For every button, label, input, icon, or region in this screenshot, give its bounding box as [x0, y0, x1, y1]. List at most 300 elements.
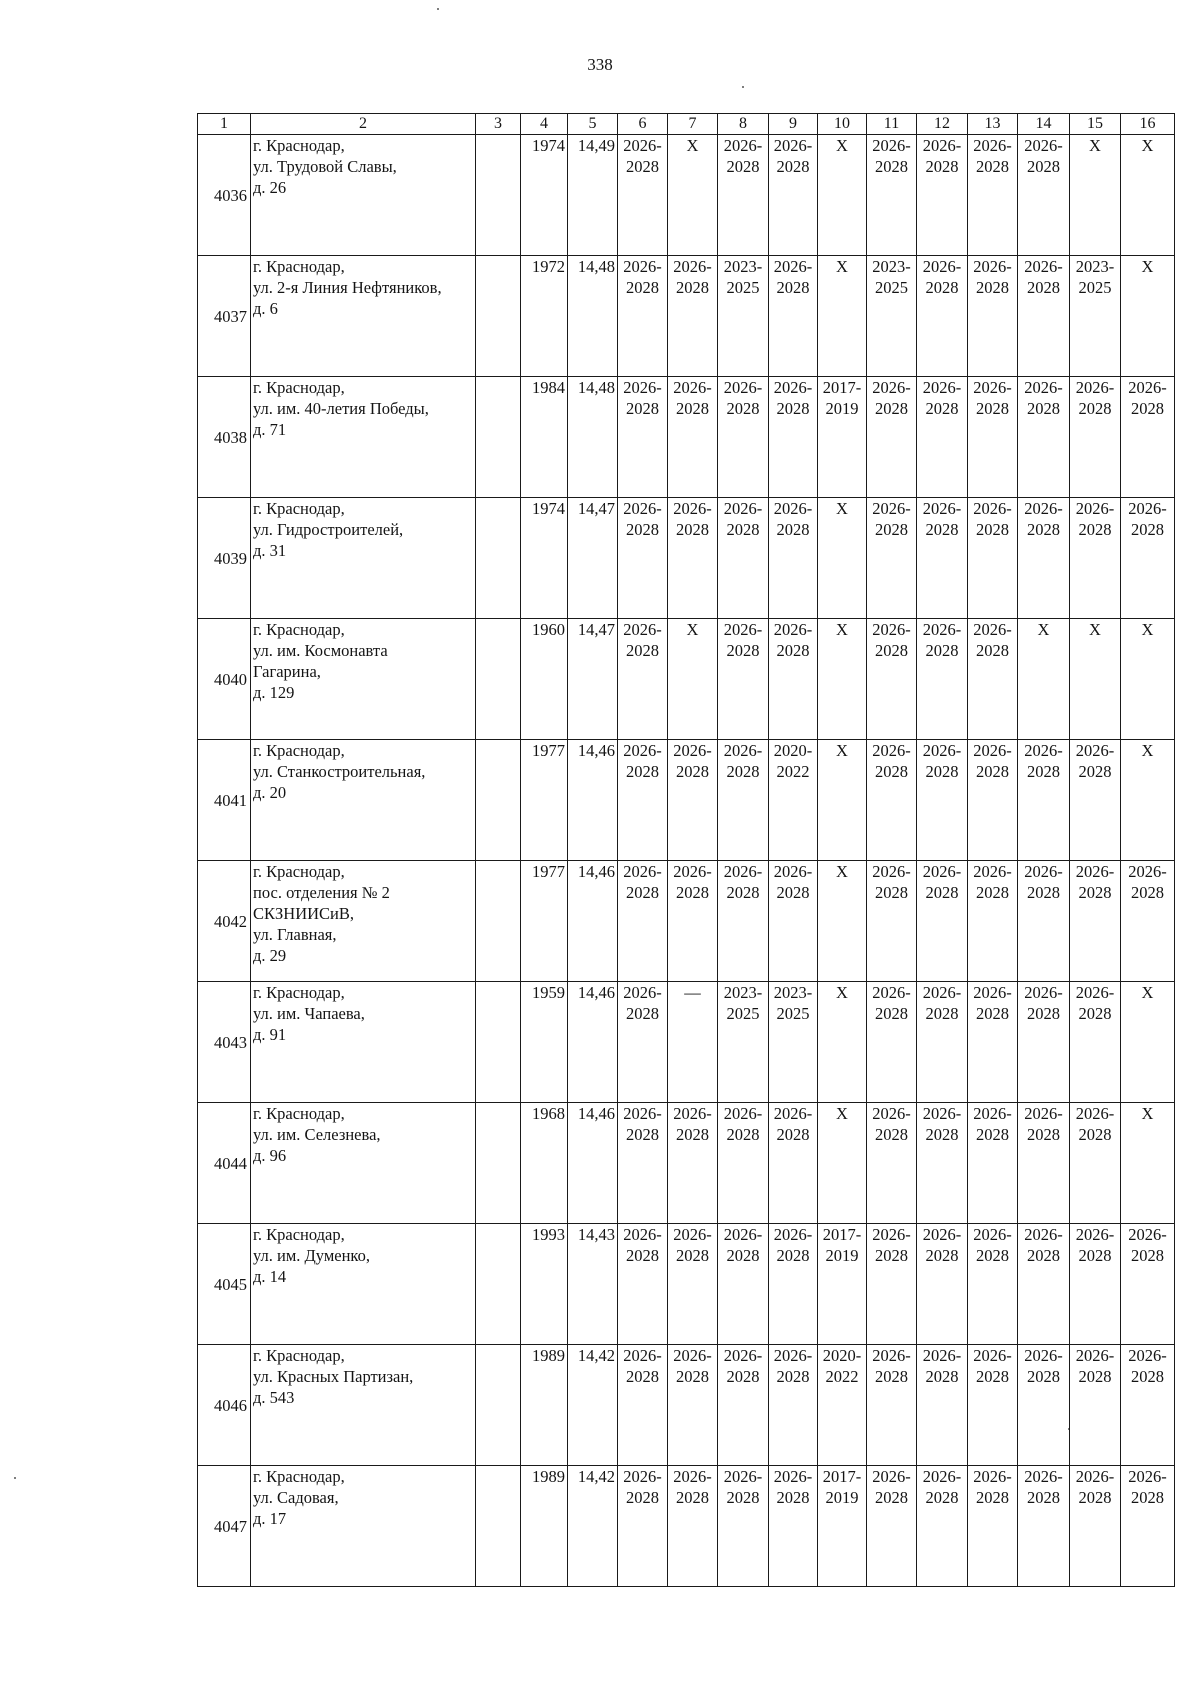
period-line: 2026-	[1024, 1104, 1063, 1123]
period-cell	[917, 861, 968, 982]
period-cell	[1070, 861, 1121, 982]
period-line: 2028	[676, 399, 709, 418]
period-line: 2026-	[623, 136, 662, 155]
period-line: 2026-	[872, 499, 911, 518]
column-header: 4	[521, 114, 568, 135]
scan-speck	[437, 8, 439, 10]
period-line: 2028	[776, 520, 810, 539]
period-line: 2026-	[773, 136, 813, 155]
period-line: 2028	[925, 520, 959, 539]
period-cell	[769, 377, 818, 498]
period-line: 2026-	[922, 620, 962, 639]
period-cell	[1070, 619, 1121, 740]
address-line: д. 26	[253, 178, 287, 197]
period-cell	[718, 1224, 769, 1345]
address-line: д. 31	[253, 541, 287, 560]
period-line: 2028	[776, 1488, 810, 1507]
column-header: 15	[1070, 114, 1121, 135]
period-cell	[867, 256, 917, 377]
period-cell	[618, 619, 668, 740]
row-number: 4036	[198, 135, 251, 256]
period-line: 2025	[1078, 278, 1112, 297]
period-line: 2028	[776, 641, 810, 660]
period-cell	[1121, 1103, 1175, 1224]
period-cell	[968, 256, 1018, 377]
period-line: 2028	[776, 278, 810, 297]
address-line: д. 17	[253, 1509, 287, 1528]
year-cell: 1989	[521, 1466, 568, 1587]
address-line: г. Краснодар,	[253, 620, 345, 639]
row-number: 4038	[198, 377, 251, 498]
value-cell: 14,43	[568, 1224, 618, 1345]
period-cell	[1121, 1224, 1175, 1345]
period-cell	[718, 135, 769, 256]
address-line: г. Краснодар,	[253, 1225, 345, 1244]
period-cell	[668, 982, 718, 1103]
table-row	[198, 619, 1175, 740]
period-line: 2028	[1078, 399, 1112, 418]
row-number: 4037	[198, 256, 251, 377]
period-cell	[867, 619, 917, 740]
period-line: 2026-	[673, 741, 712, 760]
period-line: 2028	[1027, 278, 1060, 297]
column-3-cell	[476, 982, 521, 1103]
period-cell	[1018, 982, 1070, 1103]
period-line: 2028	[676, 1367, 709, 1386]
period-cell	[818, 498, 867, 619]
period-cell	[968, 861, 1018, 982]
address-cell	[251, 740, 476, 861]
period-line: 2028	[776, 1367, 810, 1386]
period-cell	[818, 377, 867, 498]
address-cell	[251, 1466, 476, 1587]
address-line: ул. им. 40-летия Победы,	[253, 399, 429, 418]
period-line: 2028	[976, 1367, 1009, 1386]
period-line: 2026-	[872, 741, 911, 760]
address-line: д. 96	[253, 1146, 287, 1165]
period-cell	[769, 256, 818, 377]
period-line: 2026-	[1024, 1225, 1063, 1244]
period-line: X	[1089, 620, 1101, 639]
period-cell	[1018, 1103, 1070, 1224]
column-header: 9	[769, 114, 818, 135]
address-cell	[251, 982, 476, 1103]
period-line: 2026-	[1024, 136, 1063, 155]
page-number-text: 338	[587, 55, 613, 74]
period-line: X	[1141, 983, 1154, 1002]
period-line: 2017-	[822, 1225, 862, 1244]
period-line: 2028	[626, 157, 659, 176]
row-number: 4039	[198, 498, 251, 619]
period-cell	[968, 982, 1018, 1103]
address-line: г. Краснодар,	[253, 378, 345, 397]
period-line: 2028	[925, 399, 959, 418]
period-line: 2026-	[973, 257, 1012, 276]
period-line: 2026-	[1024, 862, 1063, 881]
address-line: ул. им. Космонавта	[253, 641, 388, 660]
year-cell: 1984	[521, 377, 568, 498]
value-cell: 14,49	[568, 135, 618, 256]
period-line: 2028	[1027, 762, 1060, 781]
period-cell	[769, 1466, 818, 1587]
period-line: 2026-	[973, 741, 1012, 760]
period-cell	[818, 1103, 867, 1224]
period-line: X	[836, 136, 848, 155]
address-line: СКЗНИИСиВ,	[253, 904, 354, 923]
period-cell	[1018, 740, 1070, 861]
period-cell	[618, 861, 668, 982]
address-cell	[251, 256, 476, 377]
period-cell	[968, 1345, 1018, 1466]
table-row	[198, 135, 1175, 256]
address-line: ул. Станкостроительная,	[253, 762, 426, 781]
period-line: 2028	[1027, 1246, 1060, 1265]
column-3-cell	[476, 377, 521, 498]
row-number: 4043	[198, 982, 251, 1103]
year-cell: 1977	[521, 861, 568, 982]
period-line: 2026-	[623, 983, 662, 1002]
address-line: г. Краснодар,	[253, 257, 345, 276]
year-cell: 1974	[521, 498, 568, 619]
period-cell	[968, 1103, 1018, 1224]
period-line: 2028	[676, 278, 709, 297]
period-cell	[867, 1224, 917, 1345]
value-cell: 14,46	[568, 982, 618, 1103]
period-cell	[867, 1345, 917, 1466]
period-line: 2026-	[1128, 862, 1167, 881]
period-line: 2026-	[973, 1225, 1012, 1244]
period-line: 2026-	[623, 1346, 662, 1365]
row-number: 4042	[198, 861, 251, 982]
address-line: д. 14	[253, 1267, 287, 1286]
column-header: 2	[251, 114, 476, 135]
period-line: X	[836, 983, 848, 1002]
address-line: ул. 2-я Линия Нефтяников,	[253, 278, 442, 297]
period-line: 2026-	[922, 1225, 962, 1244]
period-line: 2026-	[723, 136, 763, 155]
column-header: 8	[718, 114, 769, 135]
period-line: 2028	[626, 520, 659, 539]
period-cell	[668, 619, 718, 740]
period-line: X	[1141, 1104, 1154, 1123]
period-line: 2028	[626, 883, 659, 902]
period-line: 2028	[925, 883, 959, 902]
period-line: 2026-	[1075, 1467, 1115, 1486]
period-cell	[1070, 256, 1121, 377]
period-cell	[668, 498, 718, 619]
period-cell	[968, 377, 1018, 498]
period-line: 2028	[976, 762, 1009, 781]
address-line: д. 543	[253, 1388, 295, 1407]
column-3-cell	[476, 256, 521, 377]
period-line: 2026-	[773, 1346, 813, 1365]
period-line: 2022	[825, 1367, 859, 1386]
period-line: 2028	[626, 762, 659, 781]
period-line: 2028	[776, 1125, 810, 1144]
column-3-cell	[476, 1224, 521, 1345]
period-cell	[818, 1345, 867, 1466]
period-cell	[1070, 740, 1121, 861]
period-line: 2028	[726, 883, 760, 902]
period-cell	[968, 135, 1018, 256]
period-cell	[618, 377, 668, 498]
period-cell	[668, 256, 718, 377]
period-cell	[718, 377, 769, 498]
table-row	[198, 256, 1175, 377]
period-line: 2026-	[723, 378, 763, 397]
period-cell	[668, 1345, 718, 1466]
period-line: 2026-	[973, 1346, 1012, 1365]
period-line: 2028	[976, 1246, 1009, 1265]
period-cell	[668, 1466, 718, 1587]
period-cell	[668, 135, 718, 256]
period-line: 2026-	[1024, 1346, 1063, 1365]
period-line: 2026-	[973, 378, 1012, 397]
period-line: 2028	[626, 278, 659, 297]
period-line: 2026-	[1024, 499, 1063, 518]
row-number: 4041	[198, 740, 251, 861]
period-line: X	[686, 136, 699, 155]
year-cell: 1977	[521, 740, 568, 861]
year-cell: 1989	[521, 1345, 568, 1466]
period-line: 2028	[1131, 1367, 1164, 1386]
period-line: 2017-	[822, 378, 862, 397]
period-cell	[1070, 1466, 1121, 1587]
period-line: 2028	[626, 399, 659, 418]
period-cell	[618, 1466, 668, 1587]
period-line: 2028	[1131, 1246, 1164, 1265]
period-cell	[917, 619, 968, 740]
column-3-cell	[476, 135, 521, 256]
period-line: 2026-	[773, 378, 813, 397]
period-cell	[1121, 982, 1175, 1103]
period-cell	[818, 256, 867, 377]
row-number: 4040	[198, 619, 251, 740]
period-line: 2028	[1078, 883, 1112, 902]
period-line: 2026-	[872, 1104, 911, 1123]
period-cell	[668, 740, 718, 861]
period-line: 2028	[875, 1488, 908, 1507]
period-line: X	[1037, 620, 1050, 639]
period-line: 2026-	[773, 1467, 813, 1486]
period-line: 2026-	[973, 862, 1012, 881]
value-cell: 14,46	[568, 861, 618, 982]
period-line: 2026-	[973, 1104, 1012, 1123]
period-cell	[668, 861, 718, 982]
address-cell	[251, 135, 476, 256]
period-line: 2028	[976, 157, 1009, 176]
period-line: 2026-	[922, 136, 962, 155]
period-line: 2026-	[623, 741, 662, 760]
period-cell	[917, 256, 968, 377]
address-line: г. Краснодар,	[253, 1104, 345, 1123]
period-cell	[818, 861, 867, 982]
period-line: 2026-	[922, 983, 962, 1002]
column-3-cell	[476, 861, 521, 982]
period-line: X	[1141, 257, 1154, 276]
period-line: 2026-	[1128, 1467, 1167, 1486]
period-line: —	[684, 983, 701, 1002]
period-line: X	[836, 741, 848, 760]
period-cell	[1018, 619, 1070, 740]
period-line: 2028	[925, 641, 959, 660]
period-line: 2026-	[973, 499, 1012, 518]
period-cell	[917, 135, 968, 256]
period-cell	[867, 861, 917, 982]
period-line: 2023-	[1075, 257, 1115, 276]
period-line: 2020-	[822, 1346, 862, 1365]
period-line: 2028	[875, 399, 908, 418]
address-line: г. Краснодар,	[253, 136, 345, 155]
row-number: 4044	[198, 1103, 251, 1224]
value-cell: 14,47	[568, 498, 618, 619]
column-header: 10	[818, 114, 867, 135]
period-cell	[718, 619, 769, 740]
period-cell	[1070, 498, 1121, 619]
period-line: 2026-	[623, 257, 662, 276]
period-line: 2026-	[723, 1346, 763, 1365]
period-line: 2028	[726, 1488, 760, 1507]
period-line: 2028	[1078, 1367, 1112, 1386]
row-number: 4045	[198, 1224, 251, 1345]
period-cell	[769, 982, 818, 1103]
period-line: 2028	[925, 1125, 959, 1144]
period-cell	[718, 1345, 769, 1466]
period-cell	[618, 498, 668, 619]
period-cell	[867, 498, 917, 619]
period-line: 2026-	[723, 862, 763, 881]
period-line: 2026-	[773, 862, 813, 881]
period-line: 2028	[776, 1246, 810, 1265]
period-line: 2026-	[673, 378, 712, 397]
period-line: 2028	[676, 762, 709, 781]
period-line: 2028	[1027, 157, 1060, 176]
period-line: 2028	[626, 1125, 659, 1144]
period-line: 2028	[925, 1488, 959, 1507]
period-line: 2028	[1131, 883, 1164, 902]
period-line: 2026-	[1128, 499, 1167, 518]
period-line: 2028	[776, 157, 810, 176]
period-line: 2026-	[922, 741, 962, 760]
period-line: 2026-	[922, 1346, 962, 1365]
period-line: 2026-	[723, 620, 763, 639]
period-line: X	[836, 257, 848, 276]
period-cell	[1121, 619, 1175, 740]
period-cell	[818, 982, 867, 1103]
period-line: 2028	[925, 1004, 959, 1023]
period-cell	[818, 135, 867, 256]
period-cell	[1121, 740, 1175, 861]
housing-register-table	[197, 113, 1175, 1587]
period-line: 2026-	[973, 983, 1012, 1002]
period-cell	[1070, 135, 1121, 256]
period-cell	[1018, 256, 1070, 377]
period-cell	[1070, 1345, 1121, 1466]
period-line: 2028	[1078, 1488, 1112, 1507]
period-line: 2026-	[922, 862, 962, 881]
period-cell	[769, 861, 818, 982]
address-line: ул. Садовая,	[253, 1488, 339, 1507]
period-line: 2026-	[922, 499, 962, 518]
period-cell	[1018, 377, 1070, 498]
period-line: 2026-	[1024, 378, 1063, 397]
period-line: 2026-	[1075, 1346, 1115, 1365]
period-line: 2026-	[623, 1467, 662, 1486]
period-cell	[769, 619, 818, 740]
period-line: 2028	[875, 762, 908, 781]
period-line: 2025	[726, 278, 760, 297]
address-line: г. Краснодар,	[253, 983, 345, 1002]
period-line: 2028	[1027, 399, 1060, 418]
period-cell	[769, 135, 818, 256]
column-header: 5	[568, 114, 618, 135]
period-cell	[917, 498, 968, 619]
period-line: 2028	[976, 1488, 1009, 1507]
table-row	[198, 377, 1175, 498]
page-number	[0, 55, 1200, 75]
value-cell: 14,48	[568, 256, 618, 377]
period-line: 2028	[1027, 1004, 1060, 1023]
address-line: Гагарина,	[253, 662, 321, 681]
address-cell	[251, 1224, 476, 1345]
column-header: 12	[917, 114, 968, 135]
period-line: 2026-	[673, 1467, 712, 1486]
period-line: 2026-	[723, 1104, 763, 1123]
address-cell	[251, 1103, 476, 1224]
period-cell	[618, 1345, 668, 1466]
period-line: 2028	[676, 1488, 709, 1507]
address-line: д. 29	[253, 946, 287, 965]
period-line: 2026-	[773, 257, 813, 276]
period-cell	[917, 1103, 968, 1224]
value-cell: 14,48	[568, 377, 618, 498]
address-line: ул. Трудовой Славы,	[253, 157, 397, 176]
row-number: 4047	[198, 1466, 251, 1587]
period-line: X	[686, 620, 699, 639]
period-cell	[769, 498, 818, 619]
period-line: 2028	[676, 520, 709, 539]
scan-speck	[14, 1477, 16, 1479]
column-3-cell	[476, 498, 521, 619]
period-cell	[818, 1224, 867, 1345]
period-line: 2028	[626, 1488, 659, 1507]
period-line: 2026-	[1024, 741, 1063, 760]
period-line: 2028	[1027, 1367, 1060, 1386]
period-cell	[1018, 1345, 1070, 1466]
period-line: 2028	[1027, 1125, 1060, 1144]
period-line: X	[836, 862, 848, 881]
column-3-cell	[476, 619, 521, 740]
period-line: 2028	[1078, 1004, 1112, 1023]
year-cell: 1993	[521, 1224, 568, 1345]
period-line: 2028	[875, 1367, 908, 1386]
period-line: 2026-	[723, 1225, 763, 1244]
period-cell	[1121, 498, 1175, 619]
period-cell	[1121, 377, 1175, 498]
address-cell	[251, 498, 476, 619]
period-line: 2026-	[773, 499, 813, 518]
period-line: 2028	[875, 883, 908, 902]
column-3-cell	[476, 1103, 521, 1224]
address-line: ул. им. Чапаева,	[253, 1004, 365, 1023]
column-header: 11	[867, 114, 917, 135]
period-line: 2028	[726, 1246, 760, 1265]
period-line: 2028	[626, 1367, 659, 1386]
address-line: пос. отделения № 2	[253, 883, 390, 902]
period-line: X	[836, 1104, 848, 1123]
period-cell	[618, 1103, 668, 1224]
value-cell: 14,46	[568, 740, 618, 861]
